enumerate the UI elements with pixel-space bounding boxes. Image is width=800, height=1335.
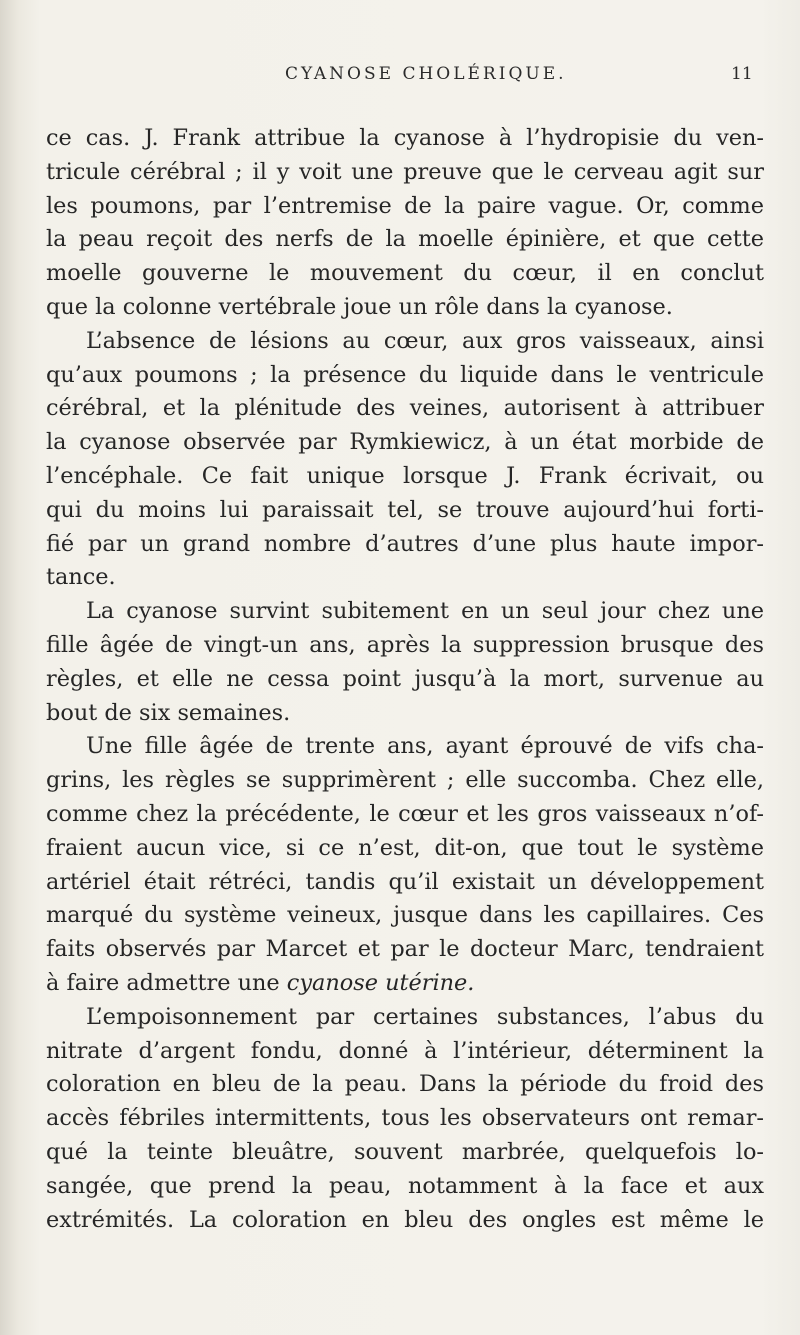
page-header	[0, 64, 800, 94]
text-line: qu’aux poumons ; la présence du liquide dans le ventricule	[46, 361, 764, 388]
text-line: cérébral, et la plénitude des veines, autorisent à attribuer	[46, 395, 764, 422]
text-line: moelle gouverne le mouvement du cœur, il en conclut	[46, 260, 764, 287]
text-line: que la colonne vertébrale joue un rôle dans la cyanose.	[46, 293, 673, 320]
text-line: faits observés par Marcet et par le docteur Marc, tendraient	[46, 936, 764, 963]
text-line: la peau reçoit des nerfs de la moelle épinière, et que cette	[46, 226, 764, 253]
text-line: la cyanose observée par Rymkiewicz, à un état morbide de	[46, 429, 764, 456]
text-segment: à faire admettre une	[46, 969, 280, 996]
text-line: marqué du système veineux, jusque dans les capillaires. Ces	[46, 902, 764, 929]
text-line: l’encéphale. Ce fait unique lorsque J. Frank écrivait, ou	[46, 462, 764, 489]
text-line: qui du moins lui paraissait tel, se trouve aujourd’hui forti-	[46, 496, 764, 523]
text-line: coloration en bleu de la peau. Dans la période du froid des	[46, 1071, 764, 1098]
text-line: bout de six semaines.	[46, 699, 291, 726]
text-line: tance.	[46, 564, 116, 591]
text-line: ce cas. J. Frank attribue la cyanose à l’hydropisie du ven-	[46, 125, 764, 151]
text-line: extrémités. La coloration en bleu des ongles est même le	[46, 1206, 764, 1233]
italic-term: cyanose utérine.	[286, 969, 475, 996]
text-line: grins, les règles se supprimèrent ; elle succomba. Chez elle,	[46, 767, 764, 794]
text-line: qué la teinte bleuâtre, souvent marbrée, quelquefois lo-	[46, 1138, 764, 1165]
text-line: artériel était rétréci, tandis qu’il existait un développement	[46, 868, 764, 895]
body-text	[46, 122, 764, 1237]
text-line: fille âgée de vingt-un ans, après la suppression brusque des	[46, 631, 764, 658]
text-line: fié par un grand nombre d’autres d’une plus haute impor-	[46, 530, 764, 557]
running-title: CYANOSE CHOLÉRIQUE.	[285, 64, 567, 84]
text-line: nitrate d’argent fondu, donné à l’intérieur, déterminent la	[46, 1037, 764, 1064]
text-line: les poumons, par l’entremise de la paire vague. Or, comme	[46, 192, 764, 219]
text-line: La cyanose survint subitement en un seul jour chez une	[86, 598, 764, 625]
text-line: sangée, que prend la peau, notamment à la face et aux	[46, 1172, 764, 1199]
text-line: règles, et elle ne cessa point jusqu’à la mort, survenue au	[46, 665, 764, 692]
text-line: tricule cérébral ; il y voit une preuve que le cerveau agit sur	[46, 158, 764, 185]
text-line: accès fébriles intermittents, tous les observateurs ont remar-	[46, 1105, 764, 1132]
text-line: comme chez la précédente, le cœur et les gros vaisseaux n’of-	[46, 800, 764, 827]
text-line: L’empoisonnement par certaines substances, l’abus du	[86, 1003, 764, 1030]
text-line: fraient aucun vice, si ce n’est, dit-on, que tout le système	[46, 834, 764, 861]
text-line: Une fille âgée de trente ans, ayant éprouvé de vifs cha-	[86, 733, 764, 760]
text-line: L’absence de lésions au cœur, aux gros vaisseaux, ainsi	[86, 327, 764, 354]
text-line	[46, 967, 764, 1001]
page-number: 11	[731, 64, 753, 84]
